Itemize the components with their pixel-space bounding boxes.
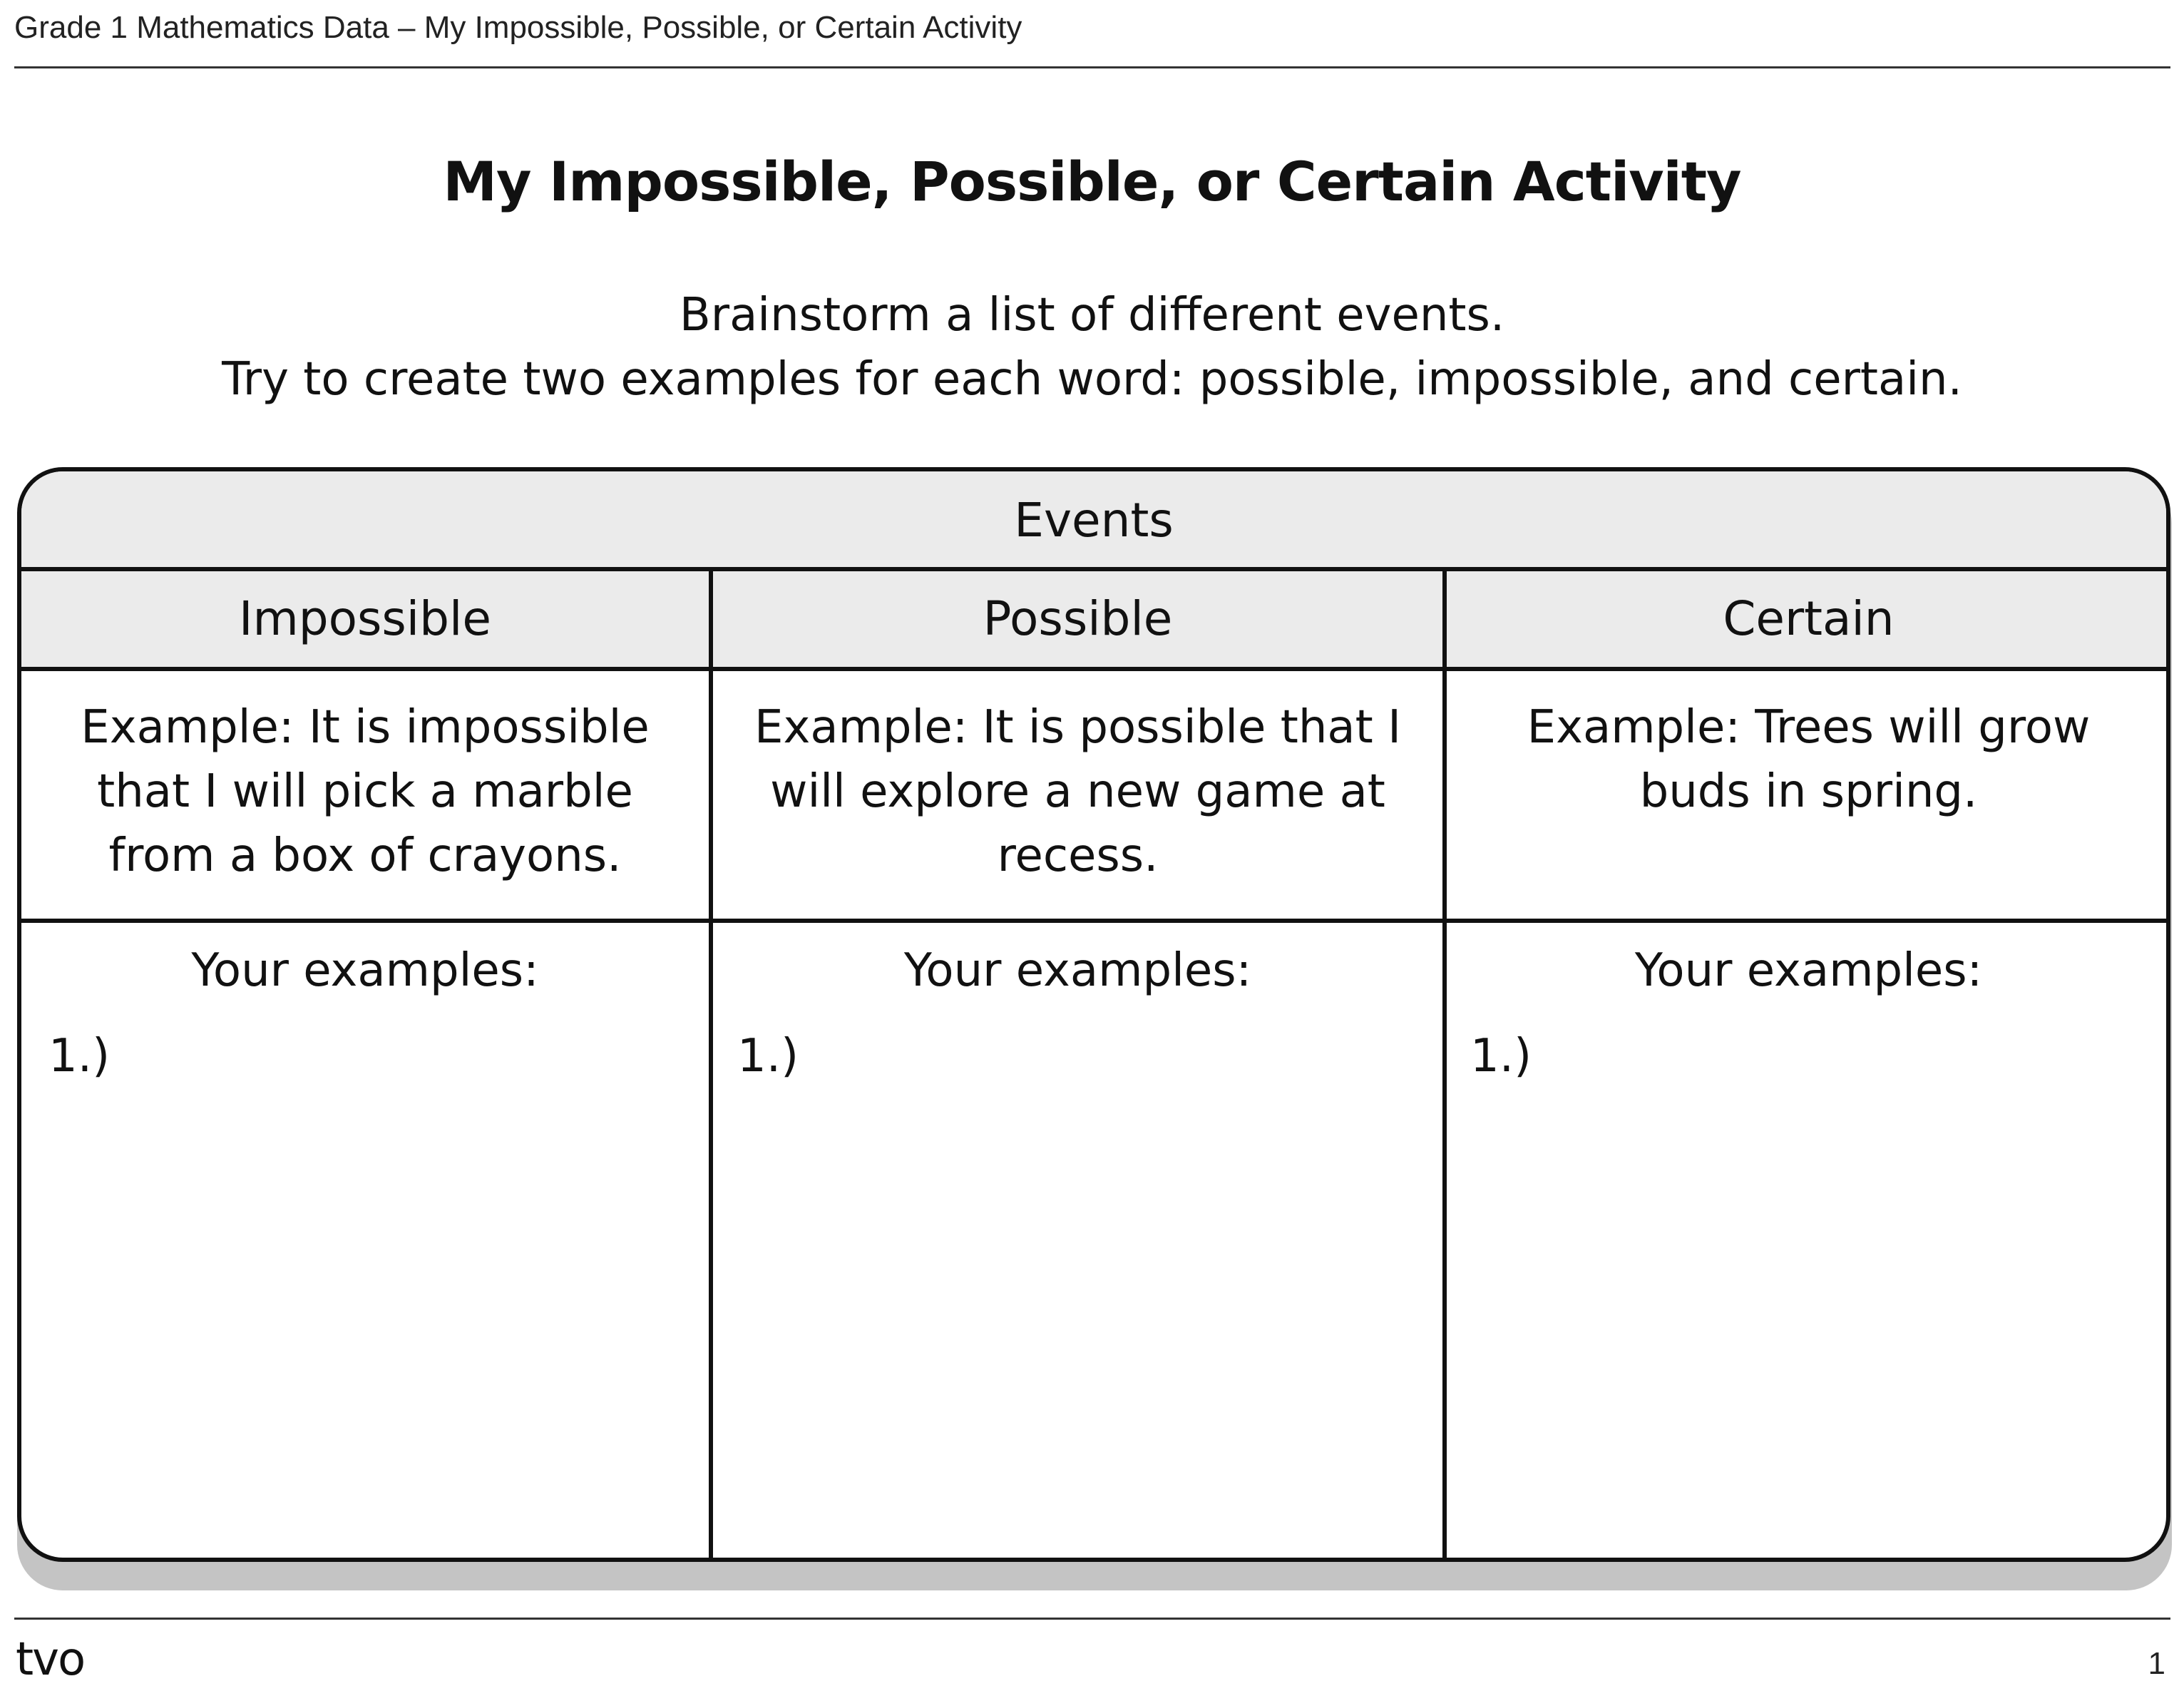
tvo-logo: tvo — [16, 1633, 85, 1686]
your-examples-row — [21, 923, 2166, 1562]
example-line: Example: Trees will grow — [1527, 701, 2091, 754]
events-header-row — [21, 471, 2166, 571]
example-possible — [713, 695, 1442, 888]
example-line: from a box of crayons. — [108, 829, 622, 882]
running-header: Grade 1 Mathematics Data – My Impossible, Possible, or Certain Activity — [14, 10, 1022, 45]
column-heading-certain: Certain — [1723, 591, 1895, 646]
your-examples-label-impossible: Your examples: — [191, 944, 539, 997]
your-examples-label-possible: Your examples: — [903, 944, 1252, 997]
events-table — [17, 467, 2170, 1562]
instruction-line-2: Try to create two examples for each word: possible, impossible, and certain. — [222, 353, 1962, 406]
column-heading-possible: Possible — [983, 591, 1173, 646]
item-number-impossible: 1.) — [48, 1030, 111, 1083]
column-divider — [1442, 571, 1447, 1562]
example-row — [21, 671, 2166, 923]
column-divider — [709, 571, 713, 1562]
footer-divider — [14, 1618, 2170, 1620]
example-line: Example: It is possible that I — [754, 701, 1401, 754]
example-line: will explore a new game at — [770, 765, 1385, 818]
example-line: recess. — [997, 829, 1159, 882]
example-line: buds in spring. — [1639, 765, 1978, 818]
column-heading-impossible: Impossible — [239, 591, 491, 646]
instruction-line-1: Brainstorm a list of different events. — [679, 289, 1505, 342]
events-caption: Events — [1014, 493, 1174, 548]
your-examples-label-certain: Your examples: — [1634, 944, 1983, 997]
page-title: My Impossible, Possible, or Certain Activity — [443, 150, 1741, 213]
example-impossible — [21, 695, 709, 888]
category-header-row — [21, 571, 2166, 671]
item-number-certain: 1.) — [1470, 1030, 1532, 1083]
example-certain — [1447, 695, 2170, 824]
item-number-possible: 1.) — [737, 1030, 799, 1083]
page-number: 1 — [2148, 1646, 2165, 1681]
header-divider — [14, 66, 2170, 68]
example-line: Example: It is impossible — [81, 701, 650, 754]
example-line: that I will pick a marble — [97, 765, 633, 818]
